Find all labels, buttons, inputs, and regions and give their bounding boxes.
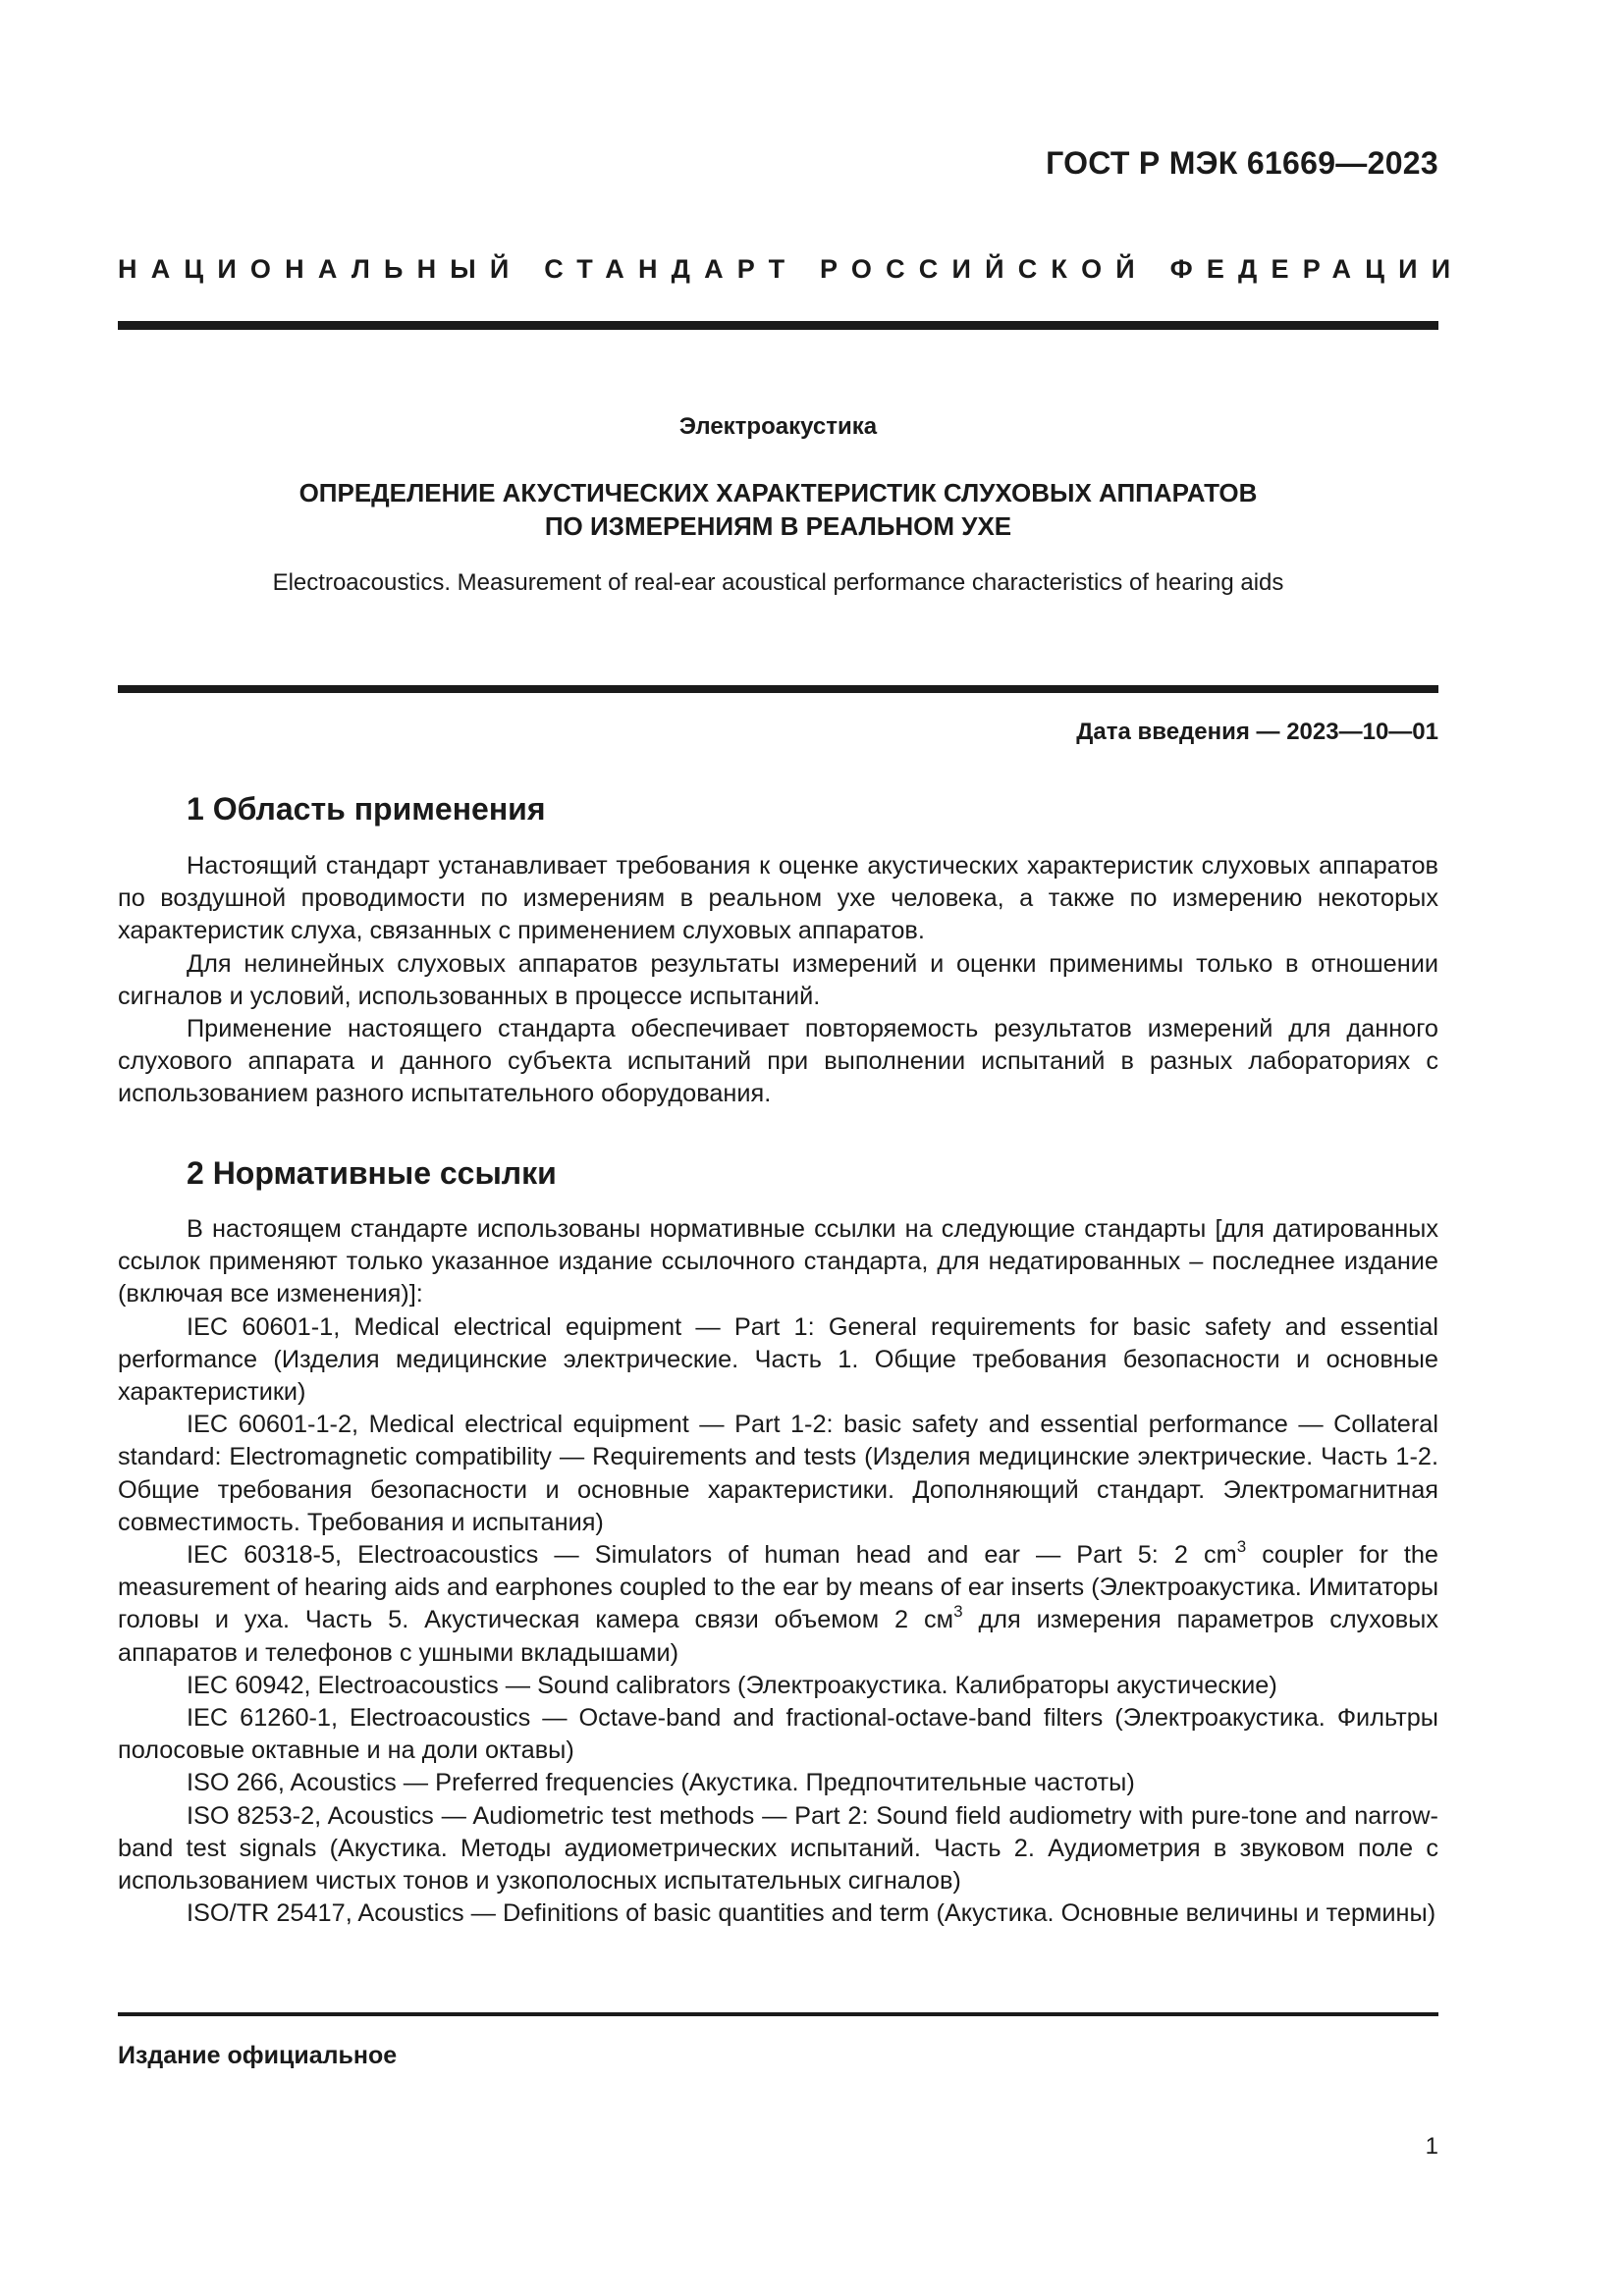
page-number: 1 [1425, 2133, 1438, 2160]
document-subject: Электроакустика [678, 413, 878, 440]
section-2-heading: 2 Нормативные ссылки [187, 1155, 557, 1191]
superscript: 3 [1236, 1536, 1247, 1556]
title-rule [118, 685, 1438, 693]
reference-item [118, 1536, 1438, 1670]
ref-text: coupler for the measurement of hearing aids and earphones coupled to the ear by means of ear inserts (Электроакустика. Имитаторы головы и уха. Часть 5. Акустическая камера связи объемом 2 см [118, 1541, 1438, 1634]
paragraph: В настоящем стандарте использованы нормативные ссылки на следующие стандарты [для датированных ссылок применяют только указанное издание ссылочного стандарта, для недатированных – последнее издание (включая все изменения)]: [118, 1215, 1438, 1308]
superscript: 3 [953, 1602, 963, 1622]
section-1-body [118, 850, 1438, 1111]
section-2-body [118, 1213, 1438, 1930]
ref-text: IEC 60318-5, Electroacoustics — Simulators of human head and ear — Part 5: 2 cm [187, 1541, 1237, 1570]
national-standard-banner: НАЦИОНАЛЬНЫЙ СТАНДАРТ РОССИЙСКОЙ ФЕДЕРАЦИИ [118, 254, 1465, 284]
official-edition-label: Издание официальное [118, 2042, 398, 2069]
footer-rule [118, 2012, 1438, 2016]
reference-item: ISO 266, Acoustics — Preferred frequencies (Акустика. Предпочтительные частоты) [187, 1769, 1135, 1797]
reference-item: IEC 60942, Electroacoustics — Sound calibrators (Электроакустика. Калибраторы акустические) [187, 1671, 1277, 1699]
document-code: ГОСТ Р МЭК 61669—2023 [1046, 145, 1438, 181]
header-rule [118, 321, 1438, 330]
reference-item: IEC 60601-1-2, Medical electrical equipment — Part 1-2: basic safety and essential performance — Collateral standard: Electromagnetic compatibility — Requirements and tests (Изделия медицинские электрические. Часть 1-2. Общие требования безопасности и основные характеристики. Дополняющий стандарт. Электромагнитная совместимость. Требования и испытания) [118, 1411, 1438, 1536]
reference-item: IEC 61260-1, Electroacoustics — Octave-band and fractional-octave-band filters (Электроакустика. Фильтры полосовые октавные и на доли октавы) [118, 1704, 1438, 1765]
paragraph: Для нелинейных слуховых аппаратов результаты измерений и оценки применимы только в отношении сигналов и условий, использованных в процессе испытаний. [118, 949, 1438, 1010]
reference-item: ISO/TR 25417, Acoustics — Definitions of basic quantities and term (Акустика. Основные величины и термины) [187, 1899, 1436, 1928]
paragraph: Применение настоящего стандарта обеспечивает повторяемость результатов измерений для данного слухового аппарата и данного субъекта испытаний при выполнении испытаний в разных лабораториях с использованием разного испытательного оборудования. [118, 1015, 1438, 1108]
document-title [118, 476, 1438, 543]
section-1-heading: 1 Область применения [187, 791, 546, 827]
reference-item: IEC 60601-1, Medical electrical equipment — Part 1: General requirements for basic safety and essential performance (Изделия медицинские электрические. Часть 1. Общие требования безопасности и основные характеристики) [118, 1312, 1438, 1407]
title-line-2: ПО ИЗМЕРЕНИЯМ В РЕАЛЬНОМ УХЕ [544, 511, 1012, 541]
paragraph: Настоящий стандарт устанавливает требования к оценке акустических характеристик слуховых аппаратов по воздушной проводимости по измерениям в реальном ухе человека, а также по измерению некоторых характеристик слуха, связанных с применением слуховых аппаратов. [118, 852, 1438, 945]
reference-item: ISO 8253-2, Acoustics — Audiometric test methods — Part 2: Sound field audiometry with pure-tone and narrow-band test signals (Акустика. Методы аудиометрических испытаний. Часть 2. Аудиометрия в звуковом поле с использованием чистых тонов и узкополосных испытательных сигналов) [118, 1801, 1438, 1896]
document-title-english: Electroacoustics. Measurement of real-ear acoustical performance characteristics of hearing aids [272, 569, 1284, 596]
introduction-date: Дата введения — 2023—10—01 [1076, 719, 1438, 745]
title-line-1: ОПРЕДЕЛЕНИЕ АКУСТИЧЕСКИХ ХАРАКТЕРИСТИК СЛУХОВЫХ АППАРАТОВ [298, 478, 1258, 507]
ref-text: для измерения параметров слуховых аппаратов и телефонов с ушными вкладышами) [118, 1606, 1438, 1667]
